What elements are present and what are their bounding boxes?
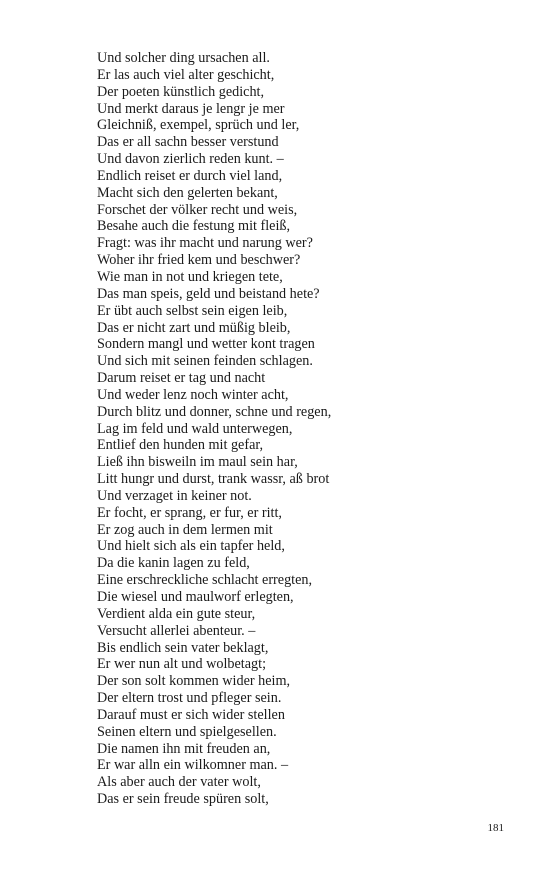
page-number: 181 <box>487 822 504 834</box>
poem-line: Er wer nun alt und wolbetagt; <box>97 656 267 673</box>
poem-line: Litt hungr und durst, trank wassr, aß brot <box>97 471 330 488</box>
poem-line: Der poeten künstlich gedicht, <box>97 83 265 100</box>
poem-line: Darum reiset er tag und nacht <box>97 370 266 387</box>
poem-line: Verdient alda ein gute steur, <box>97 605 256 622</box>
poem-line: Das man speis, geld und beistand hete? <box>97 285 320 302</box>
poem-line: Der son solt kommen wider heim, <box>97 673 291 690</box>
poem-line: Seinen eltern und spielgesellen. <box>97 723 277 740</box>
poem-line: Er übt auch selbst sein eigen leib, <box>97 302 288 319</box>
poem-line: Und weder lenz noch winter acht, <box>97 386 289 403</box>
poem-line: Darauf must er sich wider stellen <box>97 706 285 723</box>
poem-line: Er focht, er sprang, er fur, er ritt, <box>97 504 282 521</box>
poem-text <box>97 50 517 808</box>
poem-line: Als aber auch der vater wolt, <box>97 774 261 791</box>
poem-line: Und davon zierlich reden kunt. – <box>97 151 284 168</box>
poem-line: Endlich reiset er durch viel land, <box>97 167 283 184</box>
poem-line: Das er sein freude spüren solt, <box>97 791 269 808</box>
poem-line: Das er nicht zart und müßig bleib, <box>97 319 291 336</box>
poem-line: Bis endlich sein vater beklagt, <box>97 639 269 656</box>
poem-line: Und verzaget in keiner not. <box>97 487 252 504</box>
poem-line: Durch blitz und donner, schne und regen, <box>97 403 332 420</box>
poem-line: Die namen ihn mit freuden an, <box>97 740 271 757</box>
poem-line: Ließ ihn bisweiln im maul sein har, <box>97 454 298 471</box>
poem-line: Lag im feld und wald unterwegen, <box>97 420 293 437</box>
poem-line: Er zog auch in dem lermen mit <box>97 521 273 538</box>
poem-line: Woher ihr fried kem und beschwer? <box>97 252 301 269</box>
poem-line: Versucht allerlei abenteur. – <box>97 622 256 639</box>
poem-line: Macht sich den gelerten bekant, <box>97 184 278 201</box>
poem-line: Da die kanin lagen zu feld, <box>97 555 250 572</box>
poem-line: Die wiesel und maulworf erlegten, <box>97 589 294 605</box>
poem-line: Und hielt sich als ein tapfer held, <box>97 538 285 555</box>
poem-line: Besahe auch die festung mit fleiß, <box>97 218 291 235</box>
poem-line: Er las auch viel alter geschicht, <box>97 66 275 83</box>
poem-line: Wie man in not und kriegen tete, <box>97 268 283 285</box>
poem-line: Und solcher ding ursachen all. <box>97 50 270 66</box>
poem-line: Und merkt daraus je lengr je mer <box>97 100 285 117</box>
poem-line: Und sich mit seinen feinden schlagen. <box>97 353 313 370</box>
poem-line: Er war alln ein wilkomner man. – <box>97 757 289 774</box>
poem-line: Eine erschreckliche schlacht erregten, <box>97 572 313 589</box>
poem-line: Fragt: was ihr macht und narung wer? <box>97 235 313 252</box>
poem-line: Gleichniß, exempel, sprüch und ler, <box>97 117 300 134</box>
poem-line: Das er all sachn besser verstund <box>97 134 279 151</box>
poem-line: Der eltern trost und pfleger sein. <box>97 690 282 707</box>
poem-line: Sondern mangl und wetter kont tragen <box>97 336 315 353</box>
poem-line: Forschet der völker recht und weis, <box>97 201 298 218</box>
poem-line: Entlief den hunden mit gefar, <box>97 437 264 454</box>
